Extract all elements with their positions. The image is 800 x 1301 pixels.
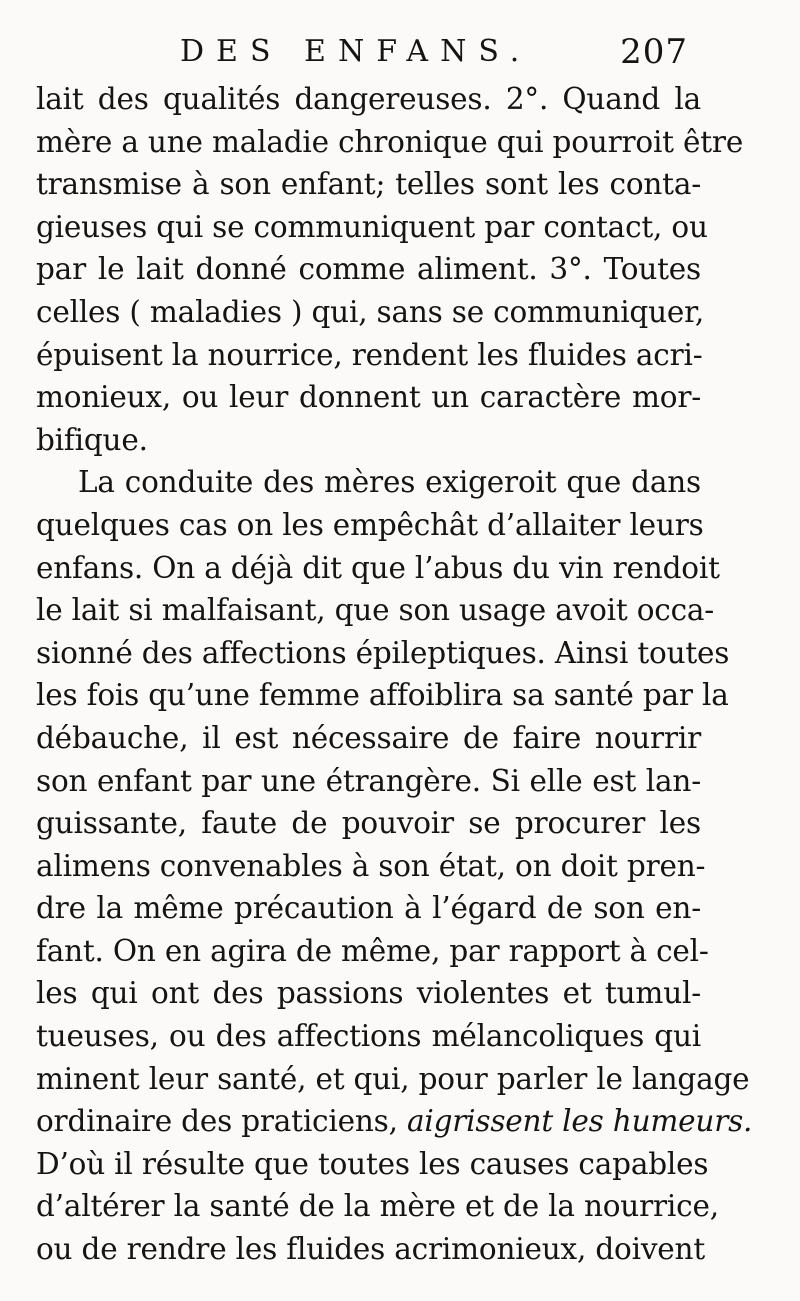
running-title: DES ENFANS. [180, 34, 532, 69]
text-line: enfans. On a déjà dit que l’abus du vin rendoit [36, 550, 720, 585]
page-number: 207 [620, 32, 688, 72]
body-text [36, 78, 753, 1271]
text-line: son enfant par une étrangère. Si elle est lan- [36, 763, 701, 798]
text-line: d’altérer la santé de la mère et de la nourrice, [36, 1189, 719, 1224]
text-line: tueuses, ou des affections mélancoliques qui [36, 1019, 701, 1054]
text-line: minent leur santé, et qui, pour parler le langage [36, 1061, 750, 1096]
text-line: bifique. [36, 422, 148, 457]
text-line: épuisent la nourrice, rendent les fluides acri- [36, 337, 703, 372]
text-line: sionné des affections épileptiques. Ainsi toutes [36, 635, 730, 670]
text-line [36, 1100, 753, 1143]
paragraph-2 [36, 461, 753, 1270]
paragraph-1 [36, 78, 744, 461]
text-line: celles ( maladies ) qui, sans se communiquer, [36, 294, 705, 329]
text-line: D’où il résulte que toutes les causes capables [36, 1146, 709, 1181]
text-line: transmise à son enfant; telles sont les conta- [36, 167, 701, 202]
text-line: ou de rendre les fluides acrimonieux, doivent [36, 1232, 706, 1267]
text-line: lait des qualités dangereuses. 2°. Quand la [36, 82, 701, 116]
text-line: les qui ont des passions violentes et tumul- [36, 976, 701, 1011]
text-line: monieux, ou leur donnent un caractère mor- [36, 380, 701, 415]
text-line: alimens convenables à son état, on doit pren- [36, 848, 706, 883]
text-line: guissante, faute de pouvoir se procurer les [36, 806, 701, 841]
text-line: mère a une maladie chronique qui pourroit être [36, 124, 744, 159]
text-line: débauche, il est nécessaire de faire nourrir [36, 720, 701, 755]
text-line: les fois qu’une femme affoiblira sa santé par la [36, 678, 729, 713]
text-line: le lait si malfaisant, que son usage avoit occa- [36, 593, 715, 628]
running-head [0, 26, 800, 86]
text-line: gieuses qui se communiquent par contact, ou [36, 209, 708, 244]
text-line: fant. On en agira de même, par rapport à cel- [36, 933, 709, 968]
text-line: par le lait donné comme aliment. 3°. Toutes [36, 252, 701, 287]
text-line: quelques cas on les empêchât d’allaiter leurs [36, 507, 704, 542]
text-line: dre la même précaution à l’égard de son en- [36, 891, 701, 926]
line-text: ordinaire des praticiens, [36, 1104, 407, 1139]
text-line: La conduite des mères exigeroit que dans [78, 465, 701, 500]
italic-phrase: aigrissent les humeurs. [406, 1104, 753, 1139]
